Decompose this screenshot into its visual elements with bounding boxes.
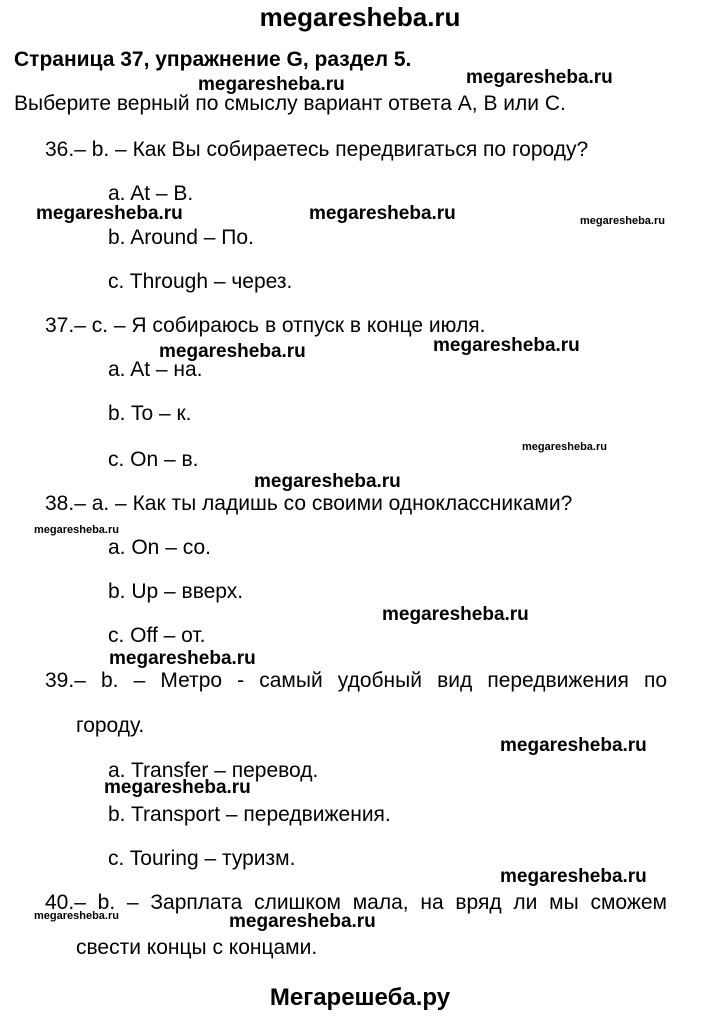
watermark: megaresheba.ru xyxy=(580,215,665,227)
watermark: megaresheba.ru xyxy=(522,441,607,453)
question-40-title-line1: 40.– b. – Зарплата слишком мала, на вряд ли мы сможем xyxy=(45,891,667,914)
watermark: megaresheba.ru xyxy=(254,471,401,492)
question-37-option-c: c. On – в. xyxy=(108,448,199,471)
question-39-title-line2: городу. xyxy=(76,714,145,737)
watermark: megaresheba.ru xyxy=(500,866,647,887)
site-title: megaresheba.ru xyxy=(259,2,461,32)
question-40-title-line2: свести концы с концами. xyxy=(76,936,318,959)
watermark: megaresheba.ru xyxy=(229,911,376,932)
question-38-option-b: b. Up – вверх. xyxy=(108,580,244,603)
question-36-title: 36.– b. – Как Вы собираетесь передвигаться по городу? xyxy=(45,138,589,161)
question-38-title: 38.– a. – Как ты ладишь со своими одноклассниками? xyxy=(45,492,573,515)
exercise-heading: Страница 37, упражнение G, раздел 5. xyxy=(14,48,412,71)
instruction-text: Выберите верный по смыслу вариант ответа А, В или С. xyxy=(14,92,566,115)
watermark: megaresheba.ru xyxy=(34,910,119,922)
question-36-option-c: c. Through – через. xyxy=(108,270,293,293)
question-39-title-line1: 39.– b. – Метро - самый удобный вид передвижения по xyxy=(45,669,667,692)
question-38-option-a: a. On – со. xyxy=(108,536,211,559)
question-36-option-b: b. Around – По. xyxy=(108,226,254,249)
question-38-option-c: c. Off – от. xyxy=(108,624,206,647)
watermark: megaresheba.ru xyxy=(159,341,306,362)
watermark: megaresheba.ru xyxy=(433,335,580,356)
watermark: megaresheba.ru xyxy=(109,648,256,669)
question-37-option-a: a. At – на. xyxy=(108,358,203,381)
watermark: megaresheba.ru xyxy=(309,203,456,224)
footer-site-name: Мегарешеба.ру xyxy=(269,984,451,1011)
watermark: megaresheba.ru xyxy=(104,777,251,798)
watermark: megaresheba.ru xyxy=(36,203,183,224)
watermark: megaresheba.ru xyxy=(198,74,345,95)
question-39-option-a: a. Transfer – перевод. xyxy=(108,759,319,782)
question-37-option-b: b. To – к. xyxy=(108,402,192,425)
watermark: megaresheba.ru xyxy=(382,604,529,625)
watermark: megaresheba.ru xyxy=(34,524,119,536)
watermark: megaresheba.ru xyxy=(466,67,613,88)
question-39-option-c: c. Touring – туризм. xyxy=(108,847,296,870)
question-37-title: 37.– c. – Я собираюсь в отпуск в конце июля. xyxy=(45,314,486,337)
question-39-option-b: b. Transport – передвижения. xyxy=(108,803,391,826)
question-36-option-a: a. At – В. xyxy=(108,182,194,205)
watermark: megaresheba.ru xyxy=(500,735,647,756)
